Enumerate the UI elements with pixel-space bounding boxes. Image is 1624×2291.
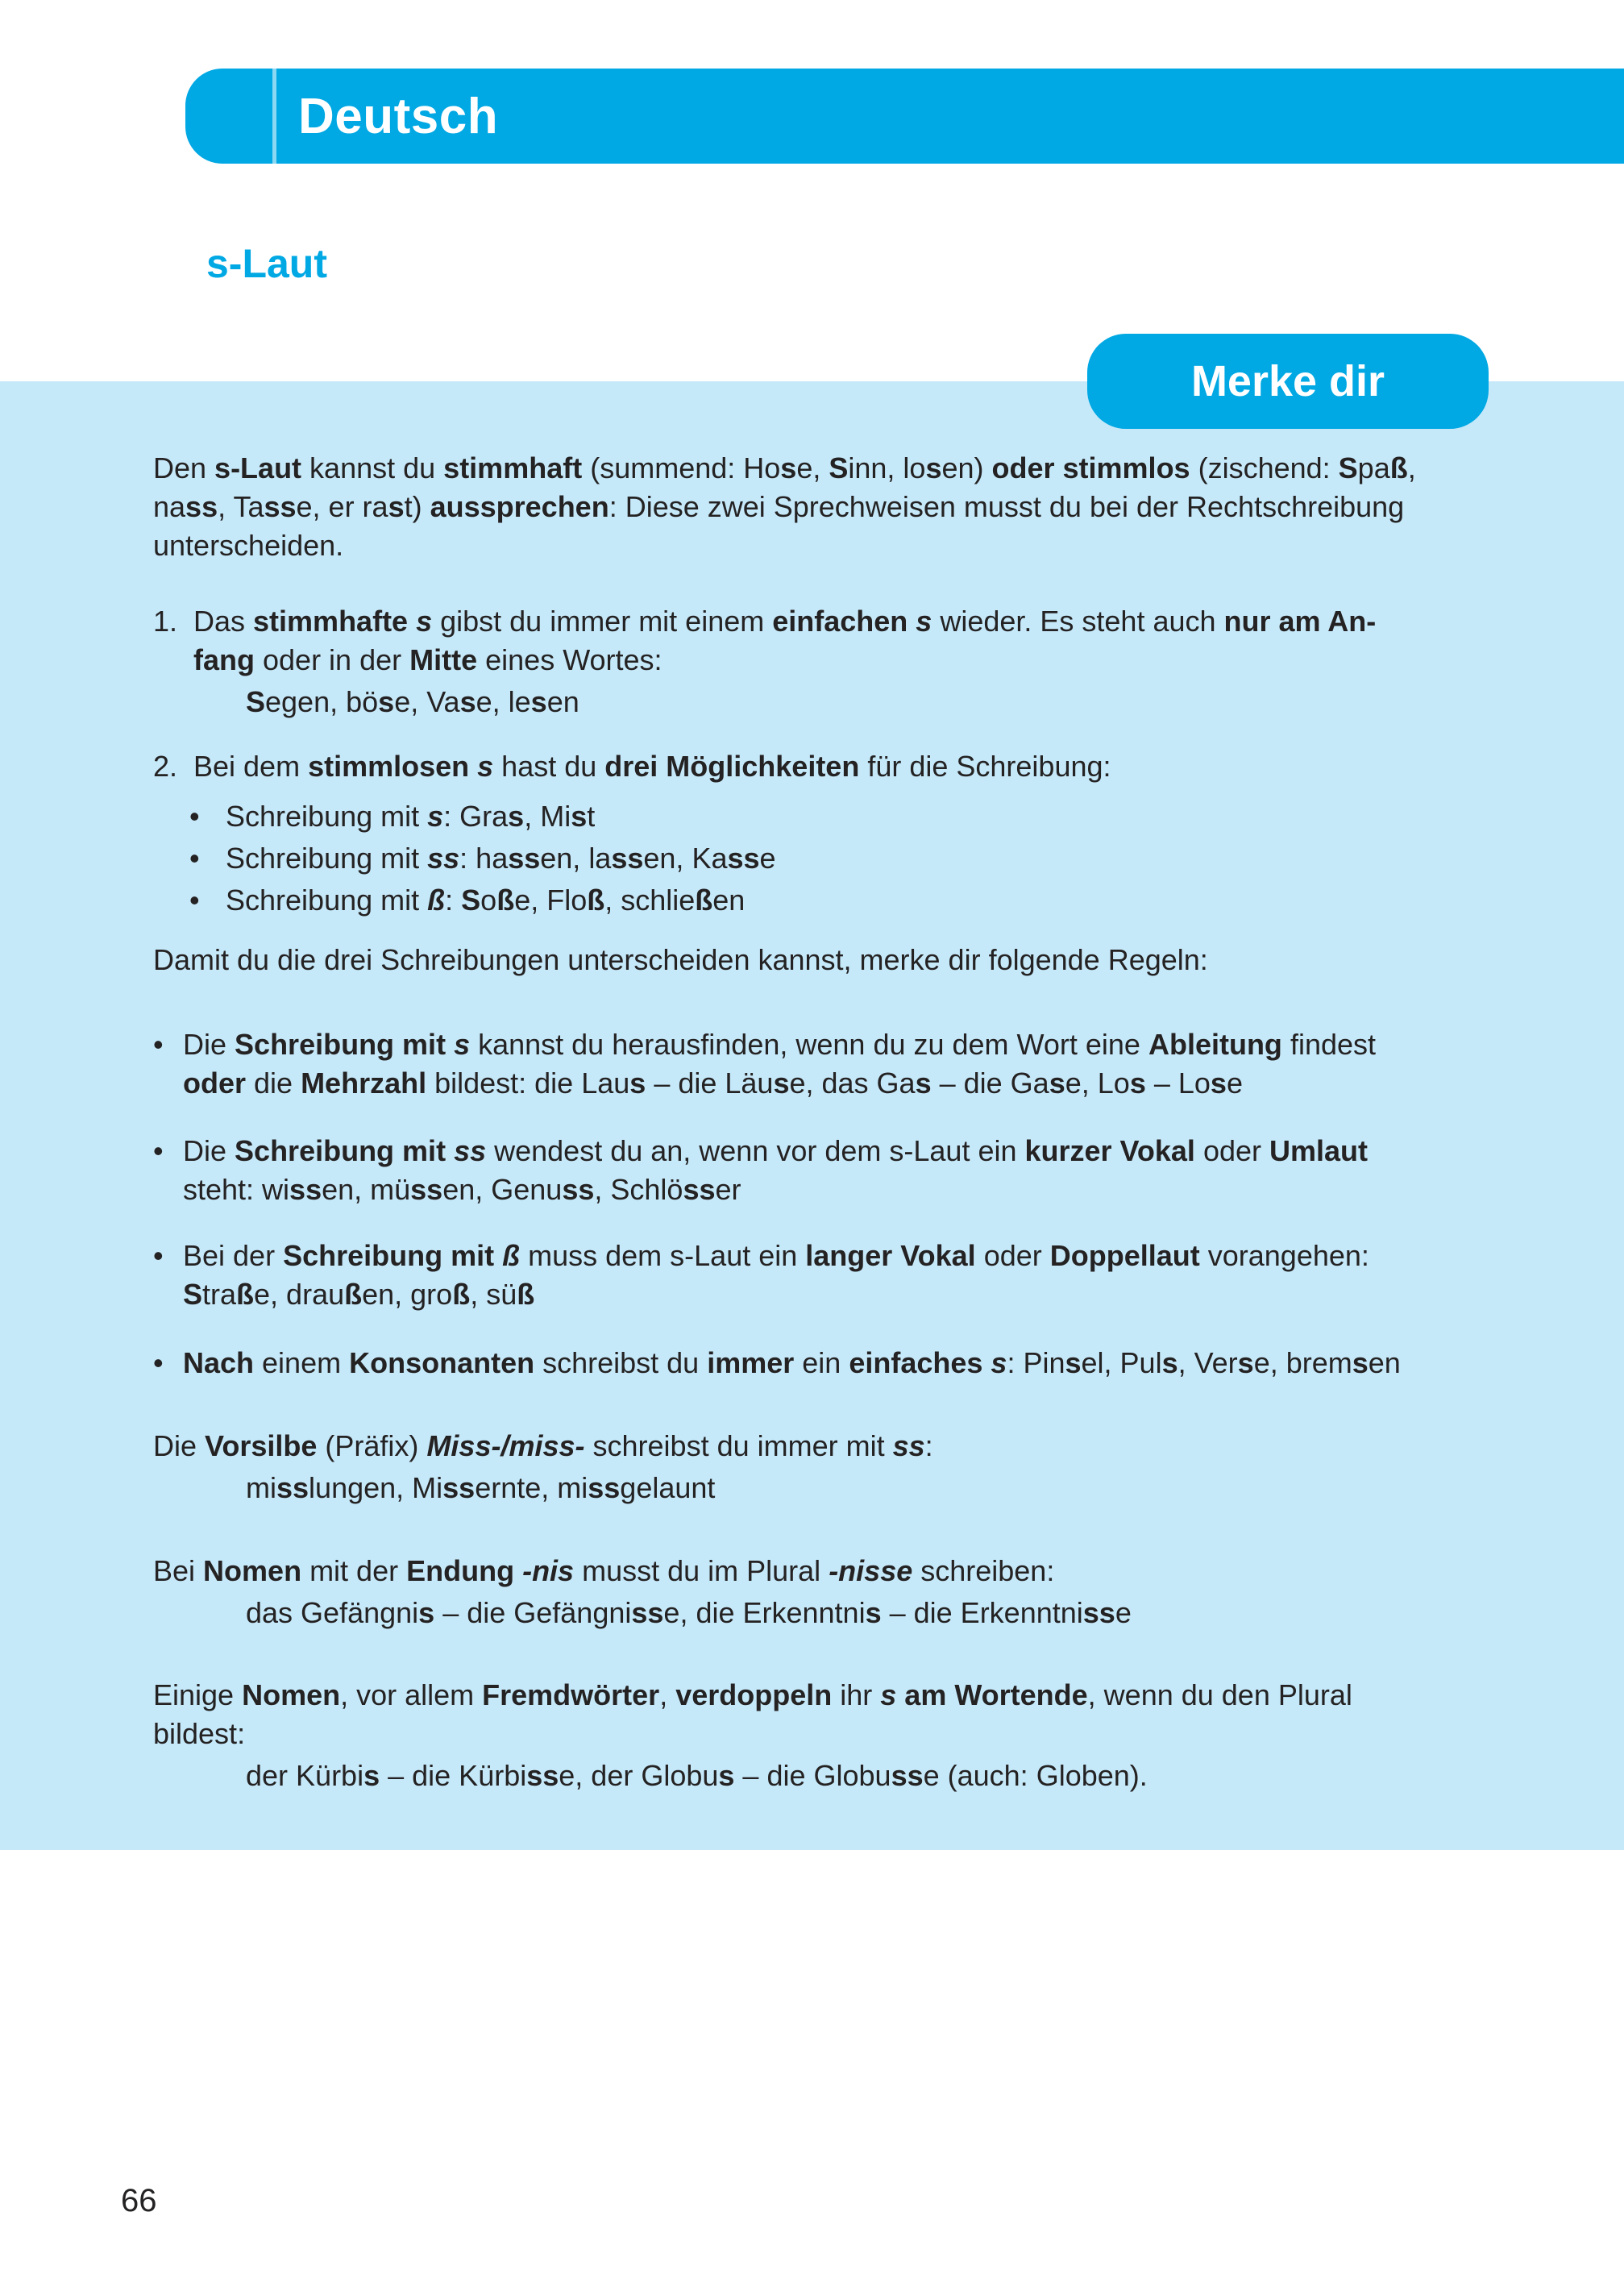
- bullet-marker: •: [153, 1239, 164, 1272]
- rule-bullet-ss: • Die Schreibung mit ss wendest du an, wenn vor dem s-Laut ein kurzer Vokal oder Umlaut steht: wissen, müssen, Genuss, Schlösser: [153, 1132, 1551, 1209]
- numbered-item-1: 1. Das stimmhafte s gibst du immer mit einem einfachen s wieder. Es steht auch nur am An- fang oder in der Mitte eines Wortes: Segen, böse, Vase, lesen: [153, 602, 1551, 721]
- example-line: das Gefängnis – die Gefängnisse, die Erkenntnis – die Erkenntnisse: [246, 1596, 1132, 1629]
- chapter-header-bar: [185, 69, 1624, 164]
- example-line: misslungen, Missernte, missgelaunt: [246, 1471, 716, 1504]
- bullet-marker: •: [153, 1134, 164, 1167]
- merke-dir-label: Merke dir: [1190, 357, 1385, 405]
- item-number: 2.: [153, 750, 178, 783]
- merke-dir-badge: [1087, 334, 1489, 429]
- spelling-options-list: [189, 797, 1551, 920]
- rule-bullet-s: • Die Schreibung mit s kannst du herausfinden, wenn du zu dem Wort eine Ableitung findest oder die Mehrzahl bildest: die Laus – die Läuse, das Gas – die Gase, Los – Lose: [153, 1025, 1551, 1103]
- list-item: • Schreibung mit ß: Soße, Floß, schließen: [189, 881, 1551, 920]
- rules-intro-paragraph: Damit du die drei Schreibungen unterscheiden kannst, merke dir folgende Regeln:: [153, 943, 1208, 976]
- info-panel: [0, 381, 1624, 1850]
- prefix-rule-paragraph: Die Vorsilbe (Präfix) Miss-/miss- schreibst du immer mit ss: misslungen, Missernte, missgelaunt: [153, 1427, 1551, 1507]
- section-title: s-Laut: [206, 241, 327, 286]
- item-number: 1.: [153, 605, 178, 638]
- rule-bullet-sz: • Bei der Schreibung mit ß muss dem s-Laut ein langer Vokal oder Doppellaut vorangehen: Straße, draußen, groß, süß: [153, 1237, 1551, 1314]
- bullet-marker: •: [189, 800, 200, 833]
- bullet-marker: •: [153, 1346, 164, 1379]
- rule-bullet-konsonant: • Nach einem Konsonanten schreibst du immer ein einfaches s: Pinsel, Puls, Verse, bremsen: [153, 1344, 1551, 1382]
- intro-paragraph: Den s-Laut kannst du stimmhaft (summend: Hose, Sinn, losen) oder stimmlos (zischend: Spaß, nass, Tasse, er rast) aussprechen: Diese zwei Sprechweisen musst du bei der Rechtschreibung unterscheiden.: [153, 451, 1416, 562]
- panel-content: [153, 449, 1551, 1795]
- numbered-item-2: 2. Bei dem stimmlosen s hast du drei Möglichkeiten für die Schreibung: • Schreibung mit s: Gras, Mist • Schreibung mit ss: hassen, lassen, Kasse • Schreibung mit ß: Soße, Floß, schließen: [153, 747, 1551, 920]
- page-number: 66: [121, 2183, 157, 2218]
- example-line: der Kürbis – die Kürbisse, der Globus – die Globusse (auch: Globen).: [246, 1759, 1148, 1792]
- header-divider-stripe: [272, 69, 276, 164]
- list-item: • Schreibung mit ss: hassen, lassen, Kasse: [189, 839, 1551, 878]
- list-item: • Schreibung mit s: Gras, Mist: [189, 797, 1551, 836]
- nis-rule-paragraph: Bei Nomen mit der Endung -nis musst du im Plural -nisse schreiben: das Gefängnis – die Gefängnisse, die Erkenntnis – die Erkenntnisse: [153, 1552, 1551, 1632]
- fremdwort-rule-paragraph: Einige Nomen, vor allem Fremdwörter, verdoppeln ihr s am Wortende, wenn du den Plural bildest: der Kürbis – die Kürbisse, der Globus – die Globusse (auch: Globen).: [153, 1676, 1551, 1795]
- bullet-marker: •: [189, 884, 200, 917]
- bullet-marker: •: [153, 1028, 164, 1061]
- bullet-marker: •: [189, 842, 200, 875]
- chapter-title: Deutsch: [298, 88, 499, 144]
- example-line: Segen, böse, Vase, lesen: [246, 685, 579, 718]
